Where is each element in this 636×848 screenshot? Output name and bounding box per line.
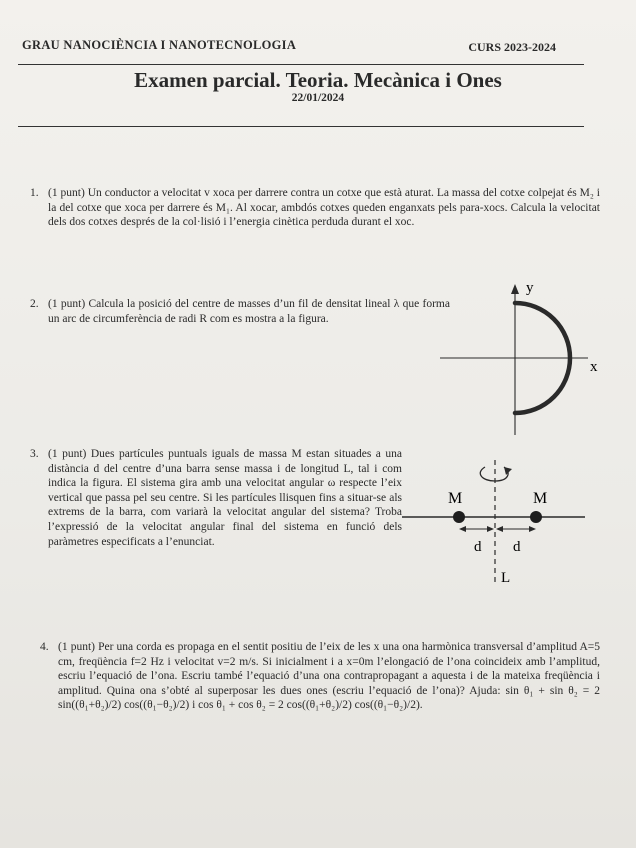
mass-right xyxy=(530,511,542,523)
exam-date: 22/01/2024 xyxy=(291,92,345,104)
question-2 xyxy=(30,297,450,326)
course-year: CURS 2023-2024 xyxy=(468,40,556,54)
rotation-arrow xyxy=(480,467,508,481)
question-1 xyxy=(30,186,600,230)
mass-left-label: M xyxy=(448,490,463,507)
mass-left xyxy=(453,511,465,523)
question-number: 3. xyxy=(30,448,39,460)
x-axis-label: x xyxy=(590,359,598,375)
length-label: L xyxy=(501,570,511,586)
bar-figure xyxy=(400,455,590,595)
question-text: (1 punt) Un conductor a velocitat v xoca per darrere contra un cotxe que està aturat. La massa del cotxe colpejat és M₂ i la del cotxe que xoca per darrere és M₁. Al xocar, ambdós cotxes queden enganxats pels para-xocs. Calcula la velocitat dels dos cotxes després de la col·lisió i l’energia cinètica perduda durant el xoc. xyxy=(48,187,600,229)
dist-right-label: d xyxy=(513,539,521,555)
dist-left-label: d xyxy=(474,539,482,555)
question-text: (1 punt) Per una corda es propaga en el sentit positiu de l’eix de les x una ona harmònica transversal d’amplitud A=5 cm, freqüència f=2 Hz i velocitat v=2 m/s. Si inicialment i a x=0m l’elongació de l’ona coincideix amb l’amplitud, escriu l’equació de l’ona. Escriu també l’equació d’una ona contrapropagant a aquesta i de la mateixa freqüència i amplitud. Quina ona s’obté al superposar les dues ones (escriu l’equació de l’ona)? Ajuda: sin θ₁ + sin θ₂ = 2 sin((θ₁+θ₂)/2) cos((θ₁−θ₂)/2) i cos θ₁ + cos θ₂ = 2 cos((θ₁+θ₂)/2) cos((θ₁−θ₂)/2). xyxy=(58,641,600,712)
arc-figure xyxy=(430,270,620,440)
question-number: 4. xyxy=(40,641,49,653)
y-axis-label: y xyxy=(526,280,534,296)
header-rule-bottom xyxy=(18,126,584,127)
question-text: (1 punt) Calcula la posició del centre de masses d’un fil de densitat lineal λ que forma un arc de circumferència de radi R com es mostra a la figura. xyxy=(48,298,450,325)
question-number: 2. xyxy=(30,298,39,310)
exam-title: Examen parcial. Teoria. Mecànica i Ones xyxy=(134,68,502,92)
question-4 xyxy=(40,640,600,713)
question-number: 1. xyxy=(30,187,39,199)
mass-right-label: M xyxy=(533,490,548,507)
y-axis-arrow xyxy=(511,284,519,294)
program-name: GRAU NANOCIÈNCIA I NANOTECNOLOGIA xyxy=(22,38,297,52)
header-rule-top xyxy=(18,64,584,65)
question-3 xyxy=(30,447,402,549)
question-text: (1 punt) Dues partícules puntuals iguals de massa M estan situades a una distància d del centre d’una barra sense massa i de longitud L, tal i com indica la figura. El sistema gira amb una velocitat angular ω respecte l’eix vertical que passa pel seu centre. Si les partícules llisquen fins a situar-se als extrems de la barra, com variarà la velocitat angular del sistema? Troba l’expressió de la velocitat angular final del sistema en funció dels paràmetres especificats a l’enunciat. xyxy=(48,448,402,548)
